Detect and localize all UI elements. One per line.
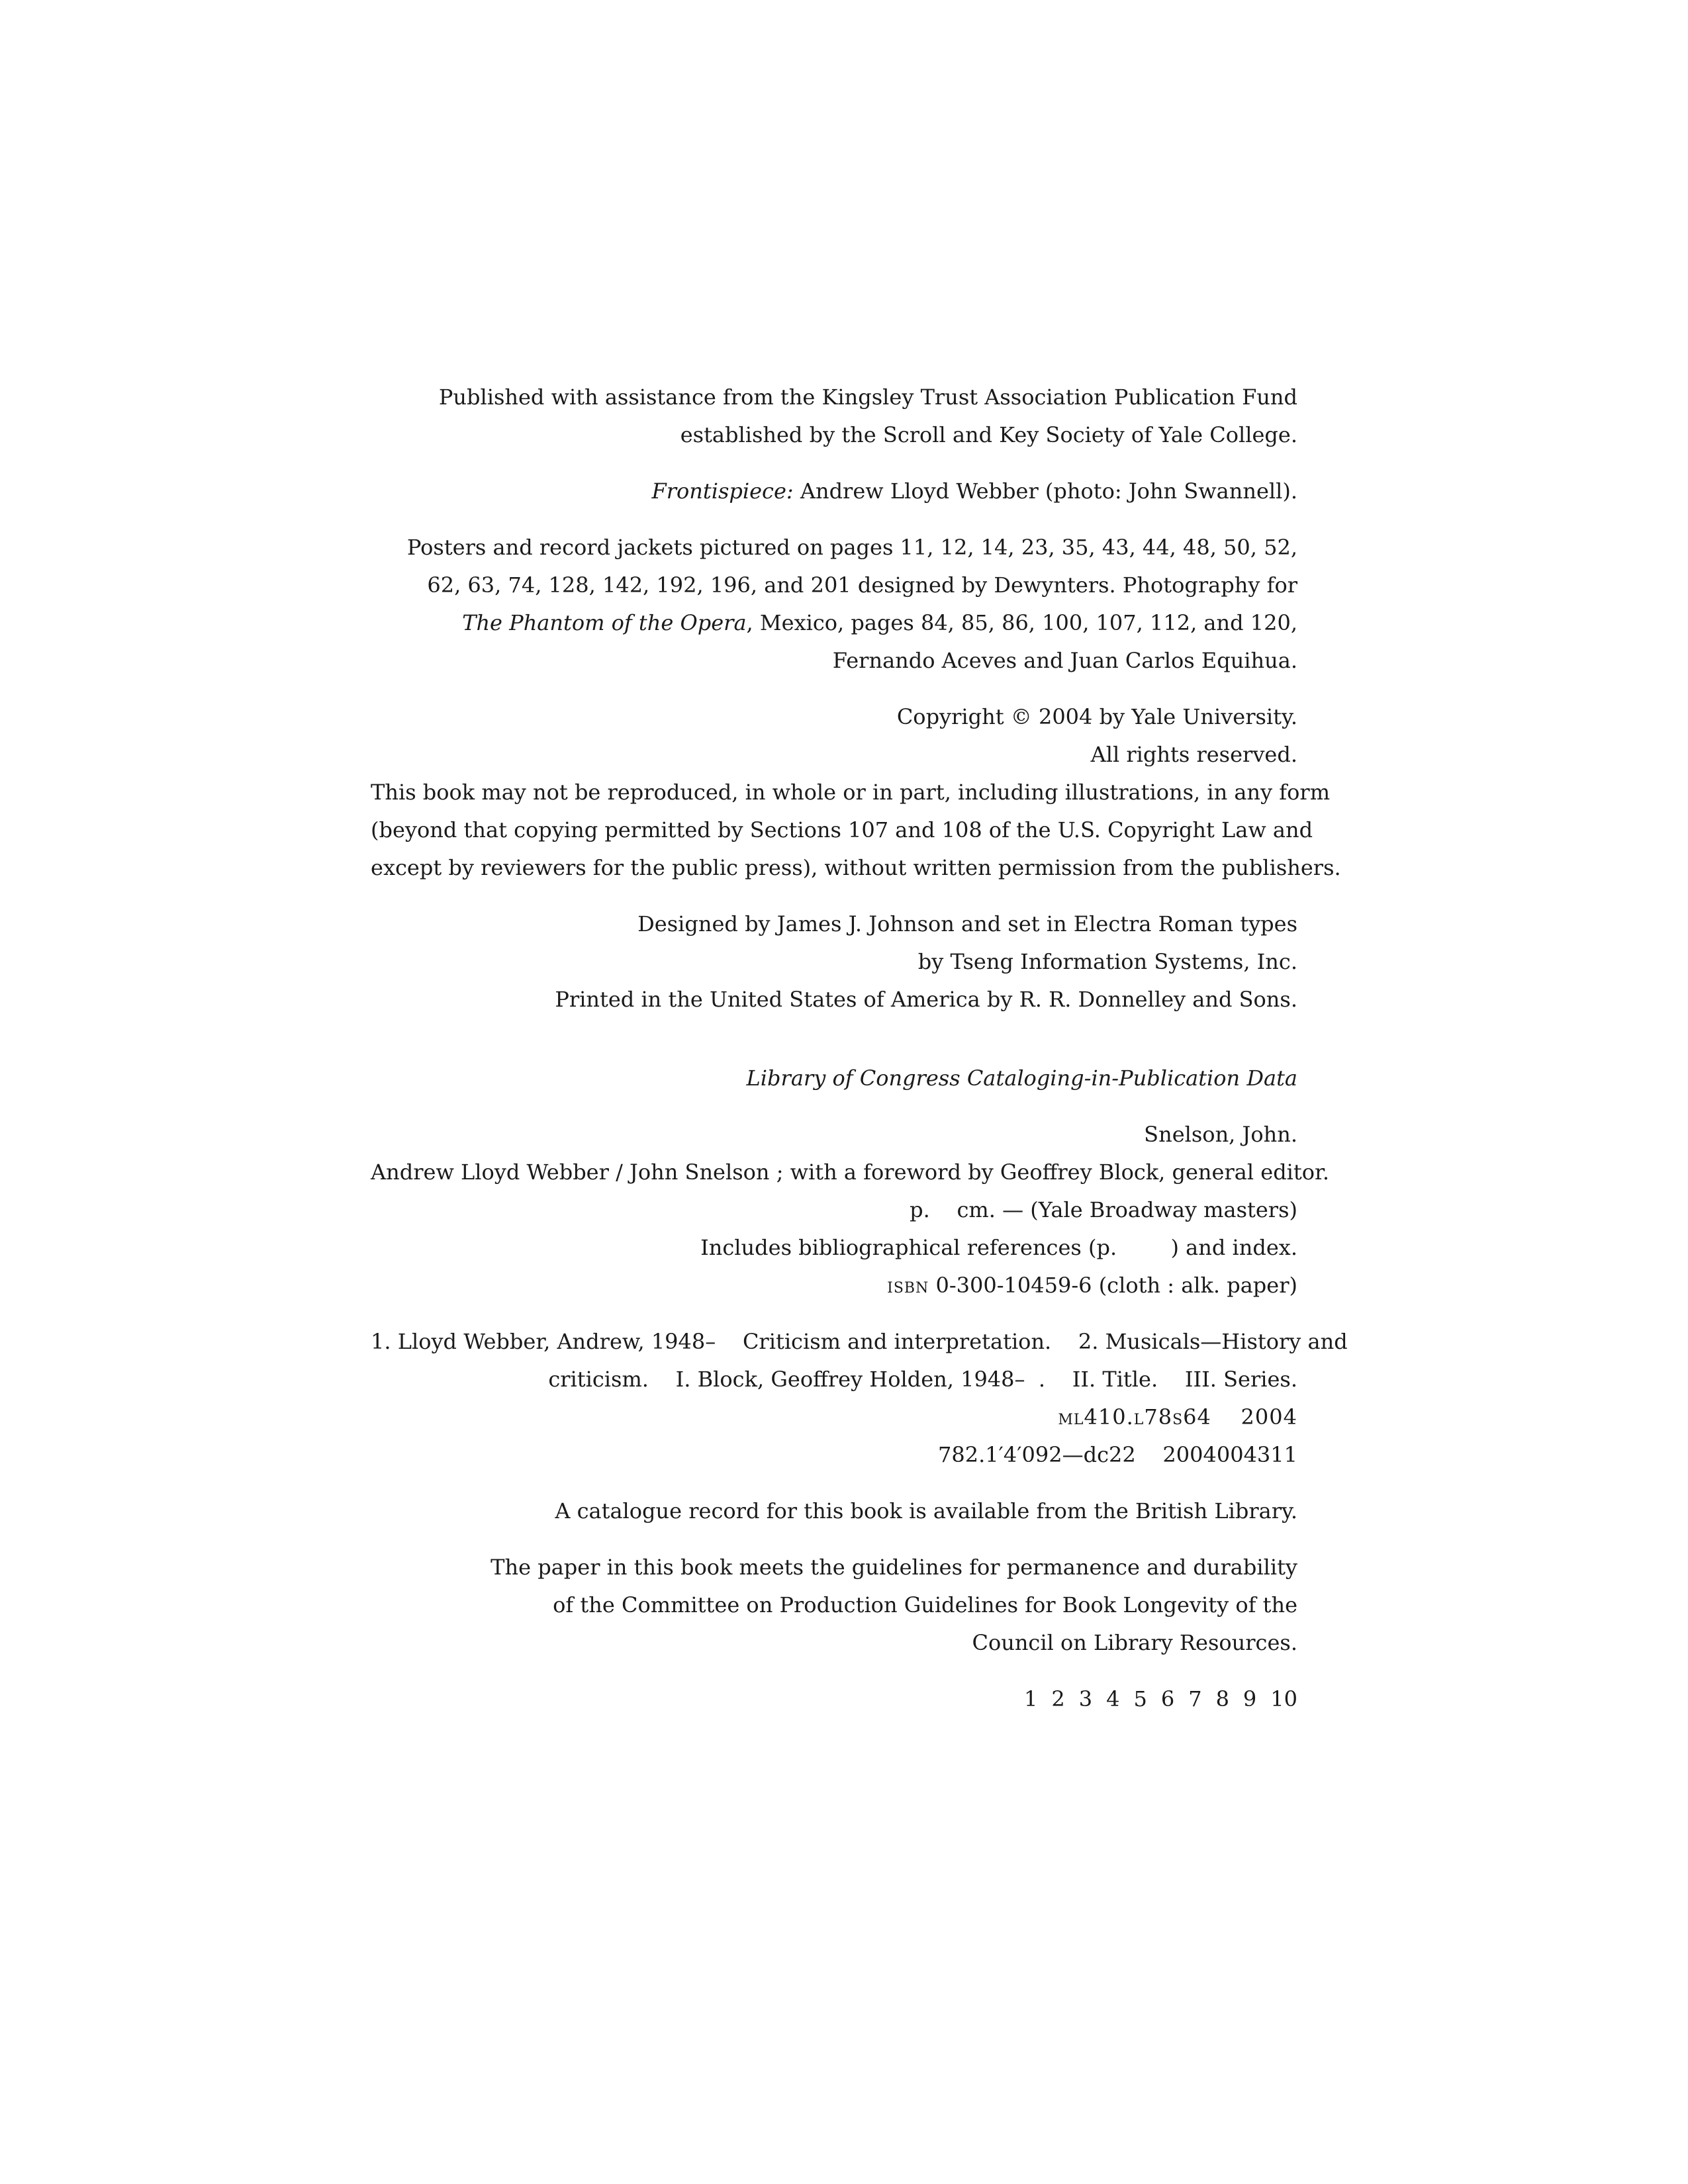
copyright-line-3: This book may not be reproduced, in whole or in part, including illustrations, in any form [371, 780, 1331, 805]
cip-notes: Includes bibliographical references (p. ) and index. [700, 1235, 1297, 1260]
publication-fund-notice [371, 379, 1297, 454]
printing-number-line [371, 1680, 1297, 1718]
call-number: ml410.l78s64 2004 [1058, 1404, 1297, 1430]
cip-physical: p. cm. — (Yale Broadway masters) [910, 1197, 1297, 1222]
design-line-3: Printed in the United States of America by R. R. Donnelley and Sons. [555, 987, 1297, 1012]
poster-credits [371, 529, 1297, 680]
cip-heading-block [371, 1060, 1297, 1097]
paper-line-1: The paper in this book meets the guidelines for permanence and durability [491, 1555, 1297, 1580]
cip-entry [371, 1116, 1329, 1304]
subjects-line-1: 1. Lloyd Webber, Andrew, 1948– Criticism and interpretation. 2. Musicals—History and [371, 1329, 1348, 1354]
frontispiece-credit [371, 473, 1297, 510]
printing-number: 7 [1188, 1686, 1202, 1711]
poster-line-3: , Mexico, pages 84, 85, 86, 100, 107, 112, and 120, [746, 610, 1297, 635]
printing-number: 6 [1160, 1686, 1175, 1711]
copyright-line-5: except by reviewers for the public press), without written permission from the publishers. [371, 855, 1341, 880]
printing-number: 4 [1106, 1686, 1120, 1711]
printing-number: 10 [1270, 1686, 1297, 1711]
fund-line-1: Published with assistance from the Kingsley Trust Association Publication Fund [438, 385, 1297, 410]
copyright-line-4: (beyond that copying permitted by Sections 107 and 108 of the U.S. Copyright Law and [371, 817, 1313, 842]
printing-number: 1 [1024, 1686, 1038, 1711]
design-credits [371, 905, 1297, 1019]
copyright-notice [371, 698, 1341, 887]
printing-number: 3 [1078, 1686, 1093, 1711]
poster-line-2: 62, 63, 74, 128, 142, 192, 196, and 201 designed by Dewynters. Photography for [427, 572, 1297, 598]
phantom-title: The Phantom of the Opera [462, 610, 747, 635]
printing-number: 5 [1133, 1686, 1147, 1711]
cip-author: Snelson, John. [1144, 1122, 1297, 1147]
dewey-number: 782.1′4′092—dc22 2004004311 [938, 1442, 1297, 1467]
poster-line-1: Posters and record jackets pictured on pages 11, 12, 14, 23, 35, 43, 44, 48, 50, 52, [406, 535, 1297, 560]
frontispiece-label: Frontispiece: [651, 478, 794, 504]
cip-title-line: Andrew Lloyd Webber / John Snelson ; with a foreword by Geoffrey Block, general editor. [371, 1160, 1329, 1185]
poster-line-4: Fernando Aceves and Juan Carlos Equihua. [832, 648, 1297, 673]
cip-heading: Library of Congress Cataloging-in-Publication Data [746, 1066, 1297, 1091]
paper-line-3: Council on Library Resources. [972, 1630, 1297, 1655]
printing-number: 8 [1215, 1686, 1229, 1711]
isbn-label: isbn [887, 1273, 929, 1298]
copyright-page [371, 379, 1348, 1718]
fund-line-2: established by the Scroll and Key Society of Yale College. [680, 422, 1297, 447]
isbn-value: 0-300-10459-6 (cloth : alk. paper) [929, 1273, 1297, 1298]
copyright-line-2: All rights reserved. [1090, 742, 1297, 767]
design-line-2: by Tseng Information Systems, Inc. [917, 949, 1297, 974]
paper-line-2: of the Committee on Production Guidelines for Book Longevity of the [553, 1592, 1297, 1617]
frontispiece-text: Andrew Lloyd Webber (photo: John Swannell). [793, 478, 1297, 504]
paper-notice [371, 1549, 1297, 1662]
british-library-line: A catalogue record for this book is available from the British Library. [555, 1498, 1297, 1524]
printing-number: 2 [1051, 1686, 1065, 1711]
design-line-1: Designed by James J. Johnson and set in Electra Roman types [637, 911, 1297, 936]
subjects-line-2: criticism. I. Block, Geoffrey Holden, 1948– . II. Title. III. Series. [548, 1367, 1297, 1392]
printing-number: 9 [1243, 1686, 1257, 1711]
british-library-notice [371, 1492, 1297, 1530]
cip-subjects [371, 1323, 1348, 1474]
copyright-line-1: Copyright © 2004 by Yale University. [896, 704, 1297, 729]
